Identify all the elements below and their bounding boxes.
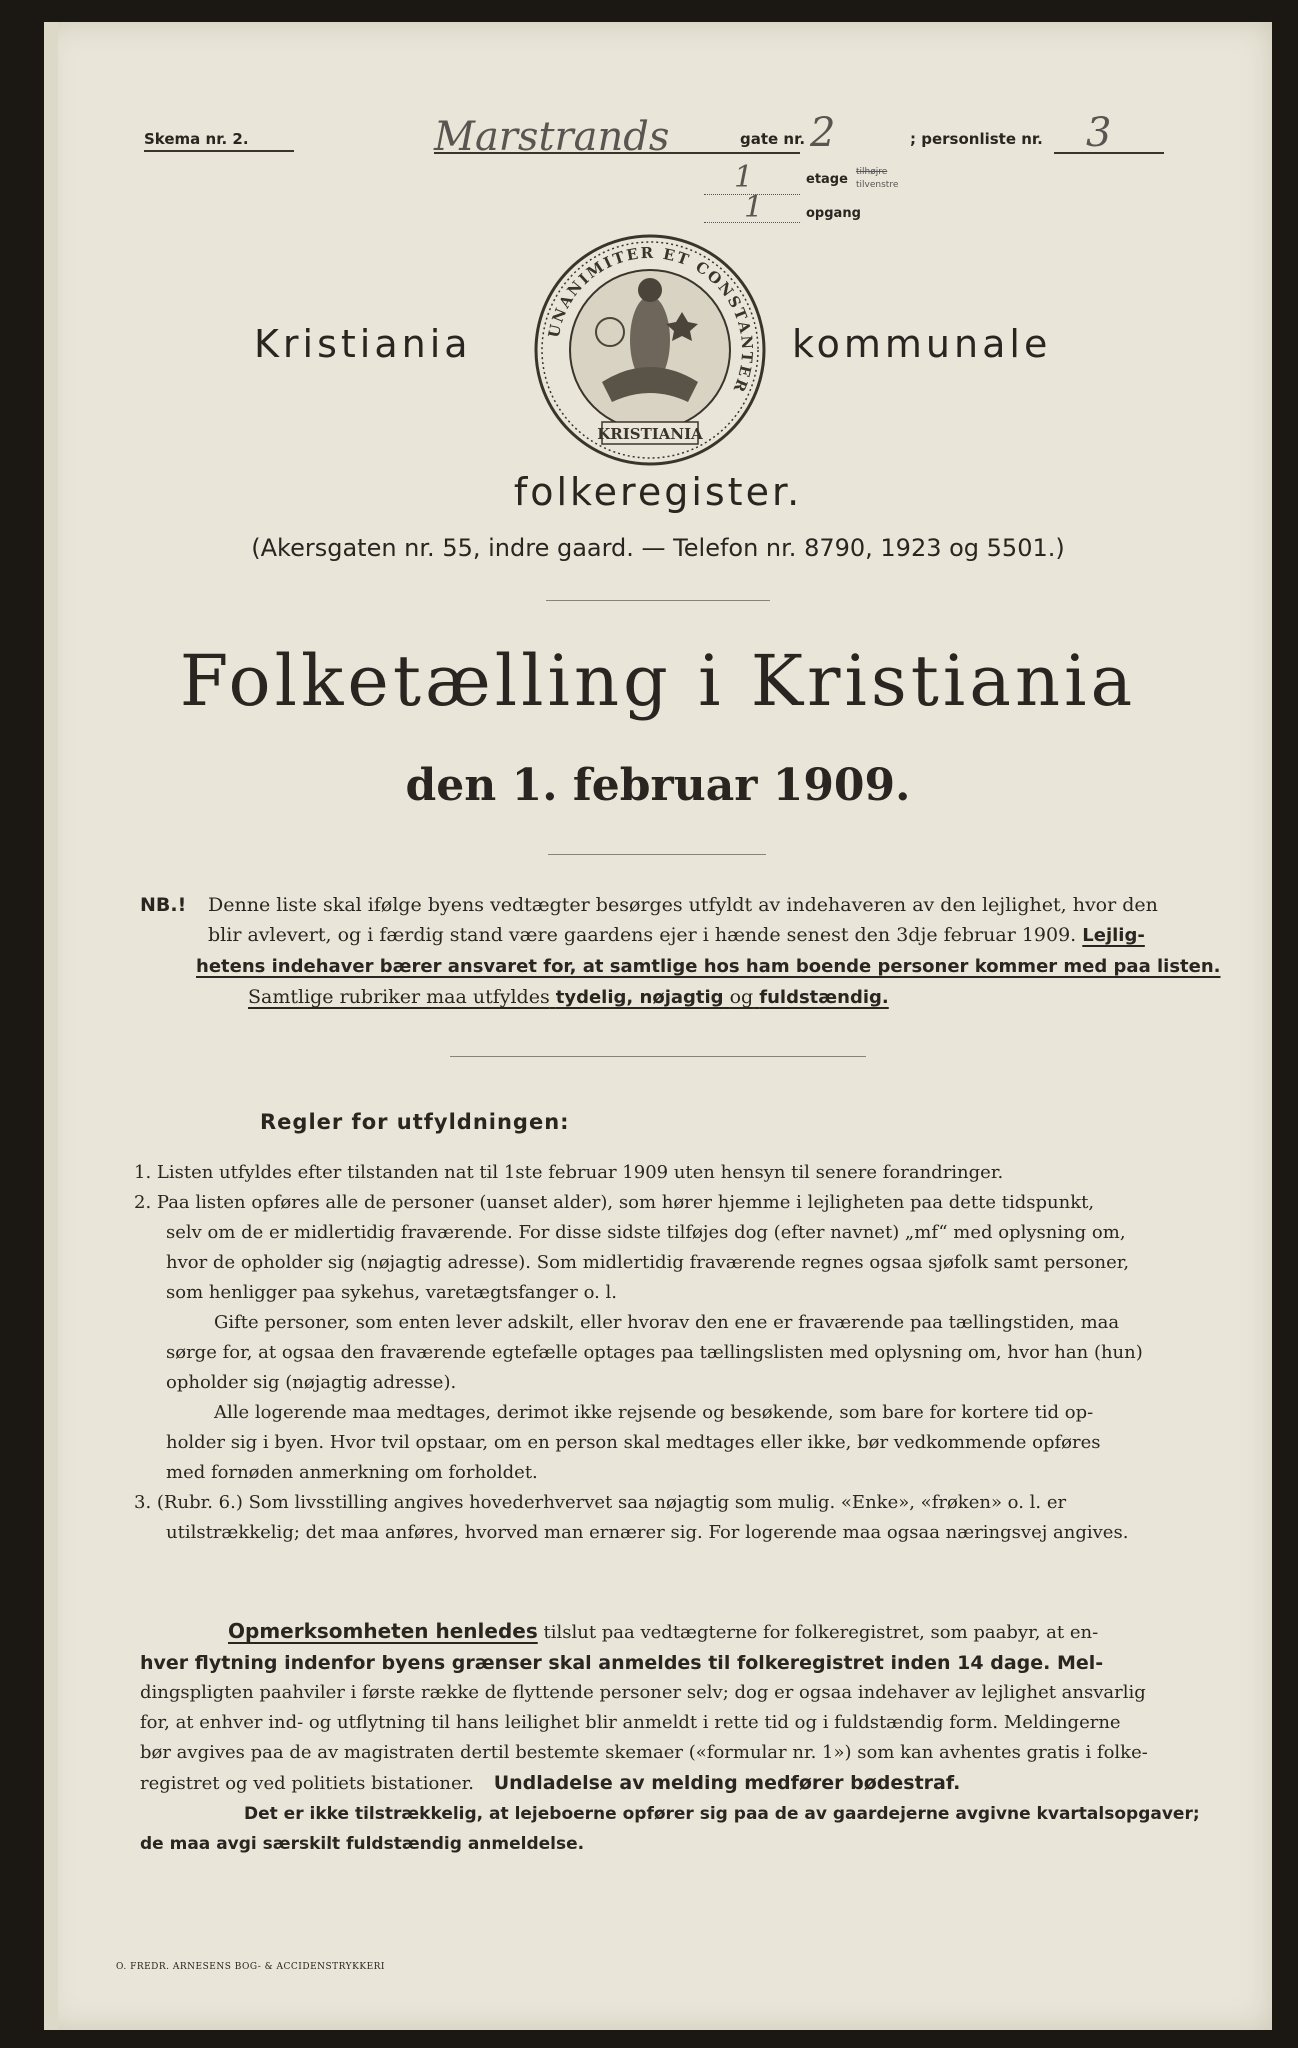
- rules-list: [134, 1158, 1182, 1548]
- etage-value: 1: [734, 160, 754, 195]
- notice-penalty: Undladelse av melding medfører bødestraf.: [493, 1772, 961, 1794]
- page-edge: [44, 22, 58, 2030]
- notice-line-3: dingspligten paahviler i første række de flyttende personer selv; dog er ogsaa indehaver av lejlighet ansvarlig: [140, 1682, 1146, 1703]
- page-title: Folketælling i Kristiania: [179, 640, 1137, 722]
- rules-line-9: Alle logerende maa medtages, derimot ikke rejsende og besøkende, som bare for kortere tid op-: [214, 1402, 1094, 1423]
- side-right: tilhøjre: [856, 167, 888, 177]
- seal-city-text: KRISTIANIA: [597, 425, 703, 443]
- gate-number: 2: [810, 110, 836, 156]
- nb-text: [196, 890, 1221, 1013]
- rules-line-7: sørge for, at ogsaa den fraværende egtefælle optages paa tællingslisten med oplysning om, hvor han (hun): [166, 1342, 1143, 1363]
- rules-line-11: med fornøden anmerkning om forholdet.: [166, 1462, 538, 1483]
- notice-block: [140, 1616, 1200, 1859]
- page-subtitle-date: den 1. februar 1909.: [405, 760, 911, 811]
- nb-line-4c: og: [729, 986, 754, 1008]
- rules-line-10: holder sig i byen. Hvor tvil opstaar, om en person skal medtages eller ikke, bør vedkommende opføres: [166, 1432, 1101, 1453]
- rules-line-3: selv om de er midlertidig fraværende. For disse sidste tilføjes dog (efter navnet) „mf“ med oplysning om,: [166, 1222, 1126, 1243]
- seal-ring-text: UNANIMITER ET CONSTANTER: [544, 243, 757, 397]
- notice-line-5: bør avgives paa de av magistraten dertil bestemte skemaer («formular nr. 1») som kan avhentes gratis i folke-: [140, 1742, 1148, 1763]
- opgang-value: 1: [744, 190, 764, 225]
- opgang-label: opgang: [806, 206, 861, 221]
- notice-line-1-text: tilslut paa vedtægterne for folkeregistret, som paabyr, at en-: [543, 1622, 1099, 1643]
- printer-imprint: O. FREDR. ARNESENS BOG- & ACCIDENSTRYKKERI: [116, 1962, 385, 1972]
- notice-line-7: Det er ikke tilstrækkelig, at lejeboerne opfører sig paa de av gaardejerne avgivne kvartalsopgaver;: [244, 1804, 1200, 1824]
- notice-line-8: de maa avgi særskilt fuldstændig anmeldelse.: [140, 1834, 585, 1854]
- nb-line-2b: Lejlig-: [1082, 925, 1145, 946]
- gate-label: gate nr.: [740, 130, 806, 148]
- nb-line-4d: fuldstændig.: [759, 987, 889, 1008]
- rules-line-1: 1. Listen utfyldes efter tilstanden nat til 1ste februar 1909 uten hensyn til senere forandringer.: [134, 1162, 1004, 1183]
- office-right-word: kommunale: [792, 322, 1052, 366]
- notice-line-4: for, at enhver ind- og utflytning til hans leilighet blir anmeldt i rette tid og i fuldstændig form. Meldingerne: [140, 1712, 1121, 1733]
- personliste-label: ; personliste nr.: [910, 130, 1043, 148]
- notice-line-2: hver flytning indenfor byens grænser skal anmeldes til folkeregistret inden 14 dage. Mel-: [140, 1652, 1104, 1674]
- skema-label: Skema nr. 2.: [144, 130, 294, 152]
- rules-line-13: utilstrækkelig; det maa anføres, hvorved man ernærer sig. For logerende maa ogsaa næringsvej angives.: [166, 1522, 1129, 1543]
- rules-line-12: 3. (Rubr. 6.) Som livsstilling angives hovederhvervet saa nøjagtig som mulig. «Enke», «frøken» o. l. er: [134, 1492, 1067, 1513]
- nb-line-4b: tydelig, nøjagtig: [555, 987, 724, 1008]
- document-page: [44, 22, 1272, 2030]
- office-word3: folkeregister.: [513, 470, 803, 514]
- rules-line-2: 2. Paa listen opføres alle de personer (uanset alder), som hører hjemme i lejligheten paa dette tidspunkt,: [134, 1192, 1095, 1213]
- street-underline: [434, 152, 800, 154]
- notice-line-1: [140, 1616, 1180, 1648]
- personliste-number: 3: [1086, 110, 1112, 156]
- rules-heading: Regler for utfyldningen:: [260, 1110, 570, 1134]
- nb-label: NB.!: [140, 894, 187, 916]
- personliste-underline: [1054, 152, 1164, 154]
- nb-line-2a: blir avlevert, og i færdig stand være gaardens ejer i hænde senest den 3dje februar 1909.: [208, 924, 1077, 946]
- nb-line-1: Denne liste skal ifølge byens vedtægter besørges utfyldt av indehaveren av den lejlighet, hvor den: [208, 894, 1158, 916]
- nb-line-2: [208, 920, 1176, 951]
- nb-line-4a: Samtlige rubriker maa utfyldes: [248, 986, 550, 1008]
- office-left-word: Kristiania: [254, 322, 472, 366]
- divider-2: [548, 854, 766, 855]
- nb-line-3: hetens indehaver bærer ansvaret for, at samtlige hos ham boende personer kommer med paa listen.: [196, 956, 1221, 977]
- rules-line-4: hvor de opholder sig (nøjagtig adresse). Som midlertidig fraværende regnes ogsaa sjøfolk samt personer,: [166, 1252, 1130, 1273]
- divider-3: [450, 1056, 866, 1057]
- city-seal-icon: [532, 232, 768, 468]
- side-left: tilvenstre: [856, 180, 899, 190]
- etage-label: etage: [806, 172, 848, 187]
- rules-line-6: Gifte personer, som enten lever adskilt, eller hvorav den ene er fraværende paa tællingstiden, maa: [214, 1312, 1120, 1333]
- street-handwritten: Marstrands: [434, 114, 670, 160]
- divider-1: [546, 600, 770, 601]
- notice-line-6-text: registret og ved politiets bistationer.: [140, 1773, 474, 1794]
- notice-lead: Opmerksomheten henledes: [228, 1619, 538, 1643]
- notice-line-6: [140, 1768, 1180, 1799]
- office-address: (Akersgaten nr. 55, indre gaard. — Telefon nr. 8790, 1923 og 5501.): [251, 534, 1065, 562]
- rules-line-5: som henligger paa sykehus, varetægtsfanger o. l.: [166, 1282, 618, 1303]
- nb-line-3-wrap: [196, 951, 1221, 982]
- nb-line-4: [248, 982, 1176, 1013]
- rules-line-8: opholder sig (nøjagtig adresse).: [166, 1372, 457, 1393]
